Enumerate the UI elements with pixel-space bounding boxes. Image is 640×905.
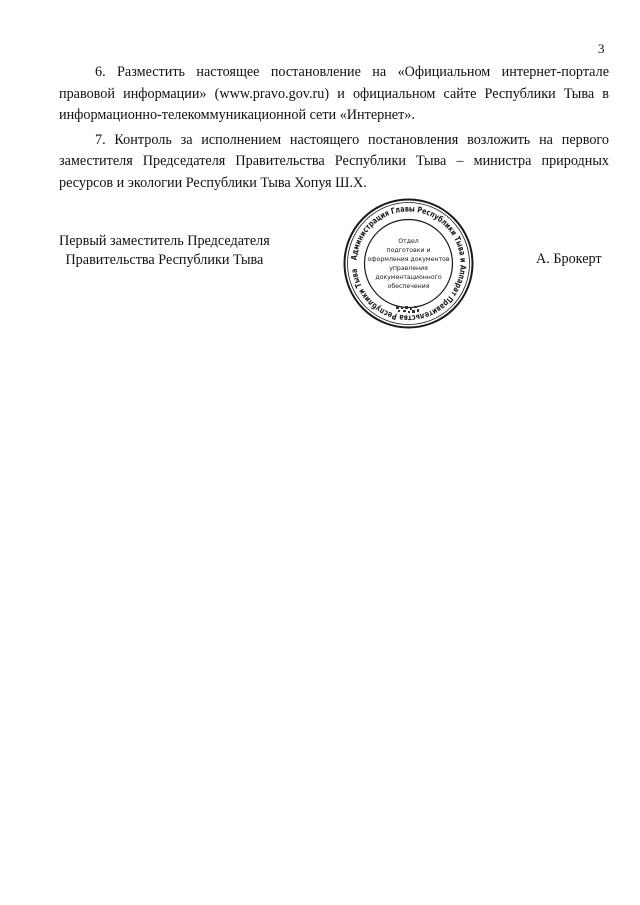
seal-center-line: обеспечения — [387, 283, 430, 290]
seal-ring-text: Администрация Главы Республики Тыва и Аппарат Правительства Республики Тыва — [348, 203, 469, 324]
seal-center-line: Отдел — [398, 238, 419, 245]
signatory-position-line2: Правительства Республики Тыва — [65, 252, 264, 268]
paragraph-7: 7. Контроль за исполнением настоящего постановления возложить на первого заместителя Председателя Правительства Республики Тыва – министра природных ресурсов и экологии Республики Тыва Хопуя Ш.Х. — [59, 131, 609, 191]
page-number: 3 — [598, 41, 605, 56]
seal-center-line: оформления документов — [367, 256, 450, 263]
seal-center-line: управления — [389, 265, 428, 272]
official-seal-stamp — [341, 196, 476, 331]
signatory-name: А. Брокерт — [536, 251, 602, 267]
signatory-position — [59, 232, 270, 270]
paragraph-6: 6. Разместить настоящее постановление на «Официальном интернет-портале правовой информации» (www.pravo.gov.ru) и официальном сайте Республики Тыва в информационно-телекоммуникационной сети «Интернет». — [59, 64, 609, 123]
seal-center-line: подготовки и — [386, 247, 431, 254]
seal-center-line: документационного — [375, 274, 442, 281]
document-body — [59, 62, 609, 194]
signatory-position-line1: Первый заместитель Председателя — [59, 233, 270, 249]
seal-center-text — [368, 238, 450, 290]
